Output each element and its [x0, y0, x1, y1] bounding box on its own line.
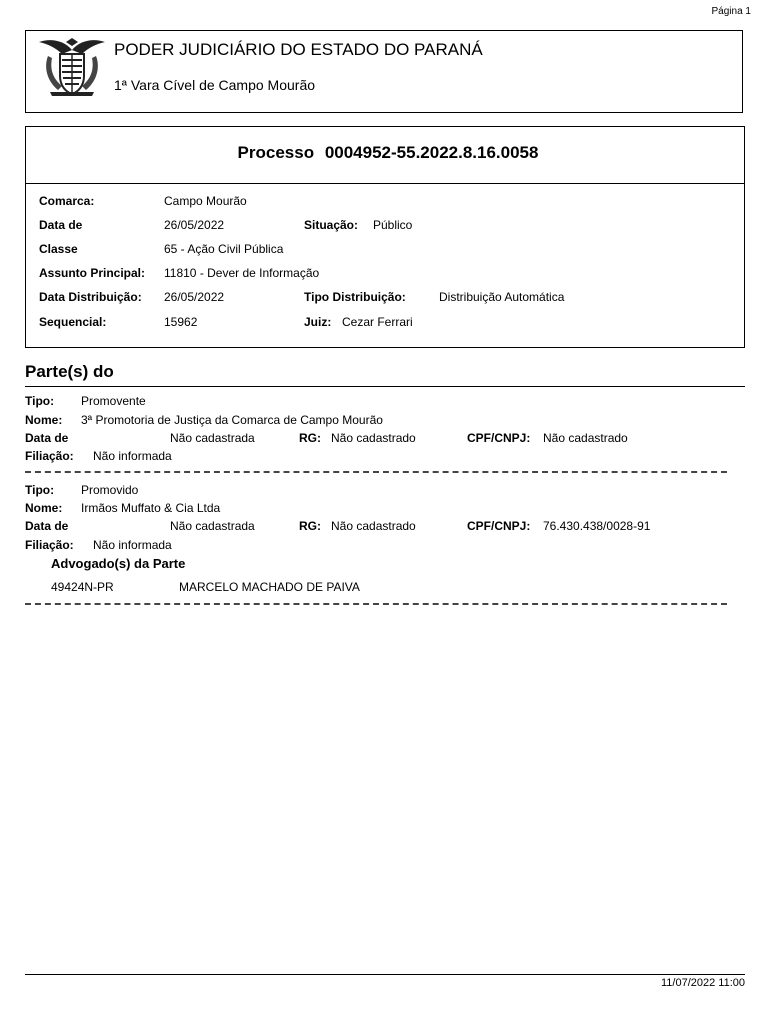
party-filiacao-label: Filiação:	[25, 449, 74, 463]
party-tipo-label: Tipo:	[25, 394, 55, 408]
process-prefix: Processo	[237, 143, 315, 162]
party-rg-label: RG:	[299, 431, 321, 445]
assunto-value: 11810 - Dever de Informação	[164, 266, 320, 280]
party-data-value: Não cadastrada	[170, 519, 255, 533]
party-separator	[25, 471, 727, 473]
lawyer-name: MARCELO MACHADO DE PAIVA	[179, 580, 360, 594]
party-tipo-value: Promovido	[81, 483, 139, 497]
lawyers-title: Advogado(s) da Parte	[51, 556, 186, 571]
footer-timestamp: 11/07/2022 11:00	[660, 977, 745, 989]
party-data-value: Não cadastrada	[170, 431, 255, 445]
party-tipo-value: Promovente	[81, 394, 146, 408]
process-divider	[26, 183, 744, 184]
parties-title: Parte(s) do	[25, 362, 114, 381]
page-number: Página 1	[711, 6, 751, 17]
data-value: 26/05/2022	[164, 218, 225, 232]
juiz-value: Cezar Ferrari	[342, 315, 413, 329]
process-title	[0, 143, 770, 163]
lawyer-oab: 49424N-PR	[51, 580, 114, 594]
juiz-label: Juiz:	[304, 315, 332, 329]
party-nome-value: 3ª Promotoria de Justiça da Comarca de Campo Mourão	[81, 413, 383, 427]
sequencial-value: 15962	[164, 315, 198, 329]
data-label: Data de	[39, 218, 83, 232]
classe-value: 65 - Ação Civil Pública	[164, 242, 284, 256]
comarca-value: Campo Mourão	[164, 194, 247, 208]
tipo-distribuicao-label: Tipo Distribuição:	[304, 290, 406, 304]
party-filiacao-label: Filiação:	[25, 538, 74, 552]
party-nome-label: Nome:	[25, 501, 63, 515]
party-data-label: Data de	[25, 519, 69, 533]
parties-rule	[25, 386, 745, 387]
party-nome-value: Irmãos Muffato & Cia Ltda	[81, 501, 221, 515]
party-separator	[25, 603, 727, 605]
coat-of-arms-logo	[36, 36, 108, 100]
party-cpf-value: 76.430.438/0028-91	[543, 519, 651, 533]
tipo-distribuicao-value: Distribuição Automática	[439, 290, 565, 304]
party-rg-value: Não cadastrado	[331, 431, 416, 445]
party-data-label: Data de	[25, 431, 69, 445]
party-cpf-value: Não cadastrado	[543, 431, 628, 445]
court-title: PODER JUDICIÁRIO DO ESTADO DO PARANÁ	[114, 40, 483, 59]
process-number: 0004952-55.2022.8.16.0058	[324, 143, 539, 162]
party-nome-label: Nome:	[25, 413, 63, 427]
party-cpf-label: CPF/CNPJ:	[467, 431, 531, 445]
assunto-label: Assunto Principal:	[39, 266, 146, 280]
sequencial-label: Sequencial:	[39, 315, 107, 329]
party-rg-label: RG:	[299, 519, 321, 533]
party-filiacao-value: Não informada	[93, 449, 172, 463]
footer-rule	[25, 974, 745, 975]
distribuicao-value: 26/05/2022	[164, 290, 225, 304]
court-subtitle: 1ª Vara Cível de Campo Mourão	[114, 77, 316, 93]
distribuicao-label: Data Distribuição:	[39, 290, 142, 304]
party-cpf-label: CPF/CNPJ:	[467, 519, 531, 533]
party-filiacao-value: Não informada	[93, 538, 172, 552]
party-tipo-label: Tipo:	[25, 483, 55, 497]
situacao-label: Situação:	[304, 218, 359, 232]
party-rg-value: Não cadastrado	[331, 519, 416, 533]
situacao-value: Público	[373, 218, 413, 232]
classe-label: Classe	[39, 242, 78, 256]
comarca-label: Comarca:	[39, 194, 95, 208]
